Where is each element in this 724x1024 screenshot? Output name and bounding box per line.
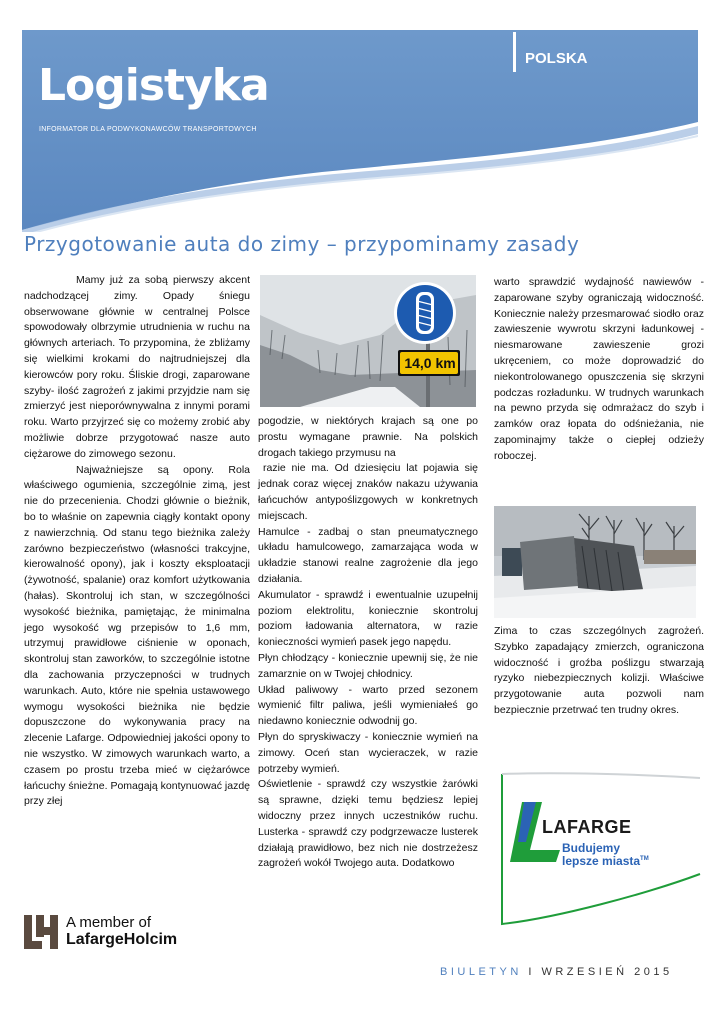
lafargeholcim-mark-icon <box>24 915 58 949</box>
trademark-symbol: TM <box>640 856 649 862</box>
lafargeholcim-wordmark: LafargeHolcim <box>66 931 178 948</box>
paragraph-battery: Akumulator - sprawdź i ewentualnie uzupełnij poziom elektrolitu, koniecznie skontroluj poziom ładowania alternatora, w razie konieczności wymień pasek jego napędu. <box>258 588 478 649</box>
publication-title: Logistyka <box>38 60 269 111</box>
article-column-3 <box>494 275 704 465</box>
article-column-3-lower <box>494 624 704 719</box>
paragraph-chains-cont: pogodzie, w niektórych krajach są one po prostu wymagane prawnie. Na polskich drogach takiego przymusu na <box>258 415 478 459</box>
footer-separator: I <box>528 966 535 978</box>
lafarge-wordmark: LAFARGE <box>542 817 632 837</box>
lafargeholcim-member-logo <box>24 911 194 951</box>
paragraph-fuel: Układ paliwowy - warto przed sezonem wymienić filtr paliwa, jeśli wymieniałeś go niedawno koniecznie odwodnij go. <box>258 683 478 728</box>
country-divider <box>513 32 516 72</box>
header-banner <box>22 30 698 232</box>
paragraph-washer: Płyn do spryskiwaczy - koniecznie wymień na zimowy. Oceń stan wycieraczek, w razie potrzeby wymień. <box>258 730 478 775</box>
footer-bulletin-label: BIULETYN <box>440 966 522 978</box>
footer <box>440 966 673 978</box>
paragraph-brakes: Hamulce - zadbaj o stan pneumatycznego układu hamulcowego, zamarzająca woda w układzie stanowi realne zagrożenie dla jego działania. <box>258 525 478 585</box>
publication-subtitle: INFORMATOR DLA PODWYKONAWCÓW TRANSPORTOWYCH <box>39 126 257 133</box>
paragraph-chains-signs: razie nie ma. Od dziesięciu lat pojawia się jednak coraz więcej znaków nakazu używania łańcuchów antypoślizgowych w konkretnych miejscach. <box>258 462 478 522</box>
lafarge-logo <box>496 768 704 928</box>
paragraph-tyres: Najważniejsze są opony. Rola właściwego ogumienia, szczególnie zimą, jest nie do przecenienia. Chodzi głównie o bieżnik, bo to właśnie on zapewnia ciągły kontakt opony z nawierzchnią. Od stanu tego bieżnika zależy zarówno bezpieczeństwo (własności trakcyjne, kierowalność opony), jak i koszty eksploatacji (żywotność, spalanie) oraz komfort użytkowania (hałas). Skontroluj ich stan, w szczególności wysokość bieżnika, pamiętając, że minimalna jego wysokość wg przepisów to 1,6 mm, utrzymuj prawidłowe ciśnienie w oponach, skontroluj stan zaworków, to szczególnie istotne dla zachowania przyczepności w trudnych warunkach. Auto, które nie spełnia ustawowego wymogu wysokości bieżnika nie będzie dopuszczone do wykonywania pracy na zlecenie Lafarge. Odpowiedniej jakości opony to nie wszystko. W zimowych warunkach warto, a czasem po prostu trzeba mieć w ciężarówce łańcuchy śnieżne. Pomagają kontynuować jazdę przy złej <box>24 463 250 808</box>
paragraph-lights: Oświetlenie - sprawdź czy wszystkie żarówki są sprawne, dzięki temu będziesz lepiej widoczny przez innych uczestników ruchu. Lusterka - sprawdź czy podgrzewacze lusterek działają prawidłowo, bez nich nie dostrzeżesz zagrożeń wokół Twojego auta. Dodatkowo <box>258 778 478 870</box>
footer-date: WRZESIEŃ 2015 <box>541 966 673 978</box>
member-of-label: A member of <box>66 914 152 931</box>
paragraph-coolant: Płyn chłodzący - koniecznie upewnij się, że nie zamarznie on w Twojej chłodnicy. <box>258 651 478 680</box>
overturned-truck-photo <box>494 506 696 618</box>
article-headline: Przygotowanie auta do zimy – przypominamy zasady <box>24 232 580 256</box>
article-column-2 <box>258 414 478 872</box>
lafarge-slogan-line1: Budujemy <box>562 841 621 855</box>
lafarge-slogan-line2 <box>562 854 649 868</box>
winter-road-sign-photo <box>260 275 476 407</box>
paragraph-winter-risks: Zima to czas szczególnych zagrożeń. Szybko zapadający zmierzch, ograniczona widoczność i groźba poślizgu stwarzają ryzyko niebezpiecznych kolizji. Właściwe przygotowanie auta pozwoli nam bezpiecznie przetrwać ten trudny okres. <box>494 625 704 716</box>
paragraph-ventilation: warto sprawdzić wydajność nawiewów - zaparowane szyby ograniczają widoczność. Koniecznie należy przesmarować siodło oraz zawieszenie wywrotu skrzyni ładunkowej - niesmarowane zawieszenie grozi ukręceniem, co może doprowadzić do niekontrolowanego opuszczenia się skrzyni podczas rozładunku. W trudnych warunkach na pewno przyda się odmrażacz do szyb i zamków oraz łopata do odśnieżania, nie zapominajmy także o ciepłej odzieży roboczej. <box>494 276 704 462</box>
paragraph-intro: Mamy już za sobą pierwszy akcent nadchodzącej zimy. Opady śniegu obserwowane głównie w centralnej Polsce spowodowały olbrzymie utrudnienia w ruchu na głównych arteriach. To przypomina, że zbliżamy się wielkimi krokami do najtrudniejszej dla kierowców pory roku. Śliskie drogi, zaparowane szyby- ilość zagrożeń z jakimi przyjdzie nam się zmierzyć jest nieporównywalna z innymi porami roku. Warto przyjrzeć się co możemy zrobić aby możliwie dobrze przygotować nasze auto ciężarowe do zimowego sezonu. <box>24 274 250 460</box>
article-column-1 <box>24 273 250 810</box>
country-label: POLSKA <box>525 50 588 67</box>
road-sign-distance: 14,0 km <box>404 355 456 371</box>
lafarge-slogan-line2-text: lepsze miasta <box>562 854 641 868</box>
